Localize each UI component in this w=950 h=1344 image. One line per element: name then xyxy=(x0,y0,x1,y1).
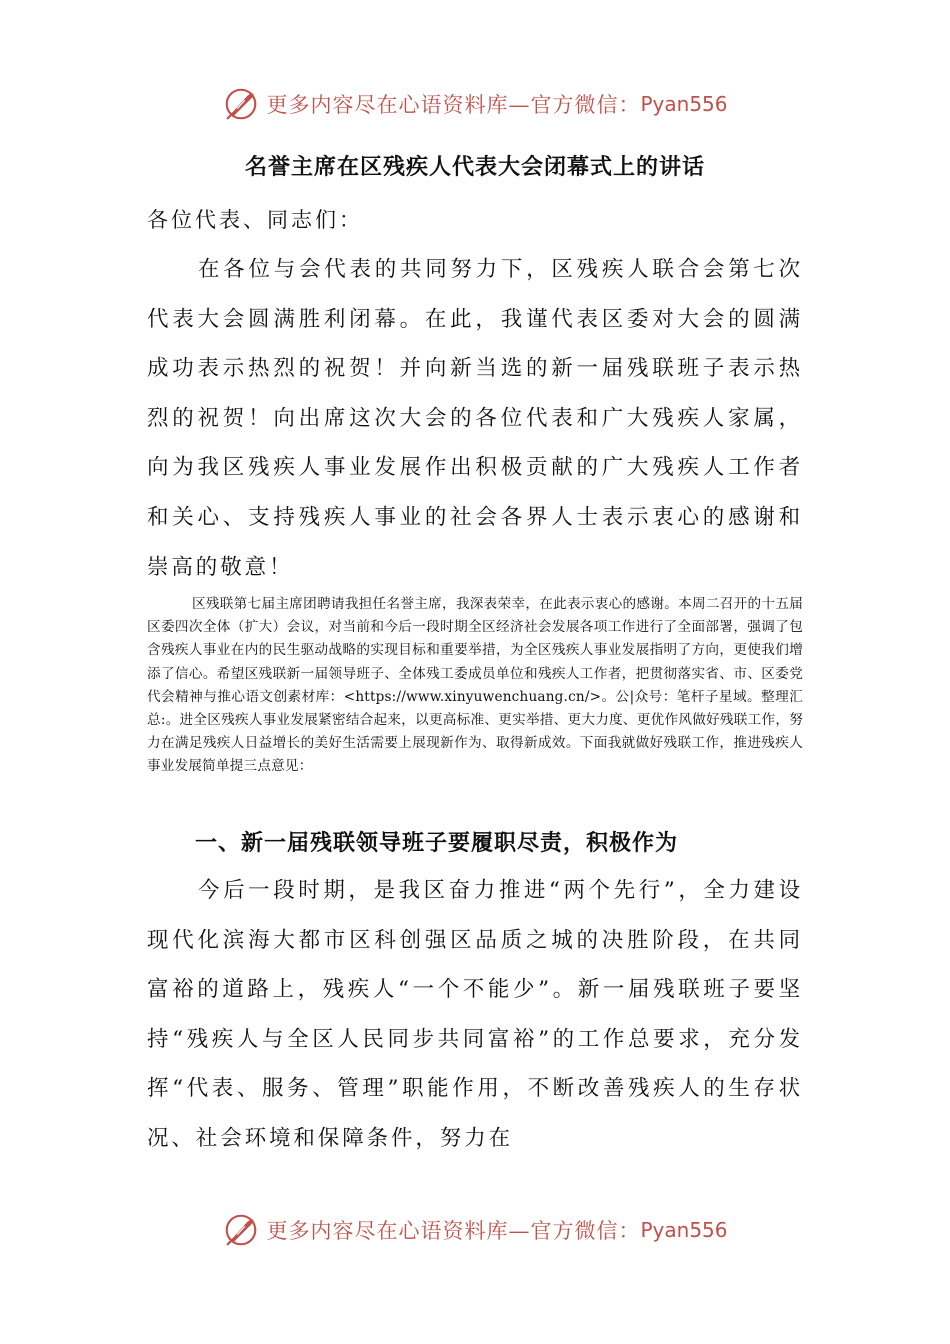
header-banner-text: 更多内容尽在心语资料库—官方微信： xyxy=(266,93,641,117)
quill-pen-icon xyxy=(222,85,260,123)
footer-watermark-banner xyxy=(0,1208,950,1252)
paragraph-honorary-chair: 区残联第七届主席团聘请我担任名誉主席，我深表荣幸，在此表示衷心的感谢。本周二召开的十五届区委四次全体（扩大）会议，对当前和今后一段时期全区经济社会发展各项工作进行了全面部署，强调了包含残疾人事业在内的民生驱动战略的实现目标和重要举措，为全区残疾人事业发展指明了方向，更使我们增添了信心。希望区残联新一届领导班子、全体残工委成员单位和残疾人工作者，把贯彻落实省、市、区委党代会精神与推心语文创素材库：<https://www.xinyuwenchuang.cn/>。公|众号：笔杆子星域。整理汇总:。进全区残疾人事业发展紧密结合起来，以更高标准、更实举措、更大力度、更优作风做好残联工作，努力在满足残疾人日益增长的美好生活需要上展现新作为、取得新成效。下面我就做好残联工作，推进残疾人事业发展简单提三点意见： xyxy=(147,596,803,775)
header-watermark-banner xyxy=(0,82,950,126)
salutation: 各位代表、同志们： xyxy=(147,208,363,232)
document-title: 名誉主席在区残疾人代表大会闭幕式上的讲话 xyxy=(244,155,705,180)
section-heading-1: 一、新一届残联领导班子要履职尽责，积极作为 xyxy=(195,831,679,856)
footer-banner-wechat-id: Pyan556 xyxy=(640,1218,728,1242)
quill-pen-icon xyxy=(222,1211,260,1249)
paragraph-future-period: 今后一段时期，是我区奋力推进“两个先行”，全力建设现代化滨海大都市区科创强区品质之城的决胜阶段，在共同富裕的道路上，残疾人“一个不能少”。新一届残联班子要坚持“残疾人与全区人民同步共同富裕”的工作总要求，充分发挥“代表、服务、管理”职能作用，不断改善残疾人的生存状况、社会环境和保障条件，努力在 xyxy=(147,878,803,1151)
footer-banner-text: 更多内容尽在心语资料库—官方微信： xyxy=(266,1219,641,1243)
paragraph-congratulations: 在各位与会代表的共同努力下，区残疾人联合会第七次代表大会圆满胜利闭幕。在此，我谨代表区委对大会的圆满成功表示热烈的祝贺！并向新当选的新一届残联班子表示热烈的祝贺！向出席这次大会的各位代表和广大残疾人家属，向为我区残疾人事业发展作出积极贡献的广大残疾人工作者和关心、支持残疾人事业的社会各界人士表示衷心的感谢和崇高的敬意！ xyxy=(147,257,803,580)
header-banner-wechat-id: Pyan556 xyxy=(640,92,728,116)
